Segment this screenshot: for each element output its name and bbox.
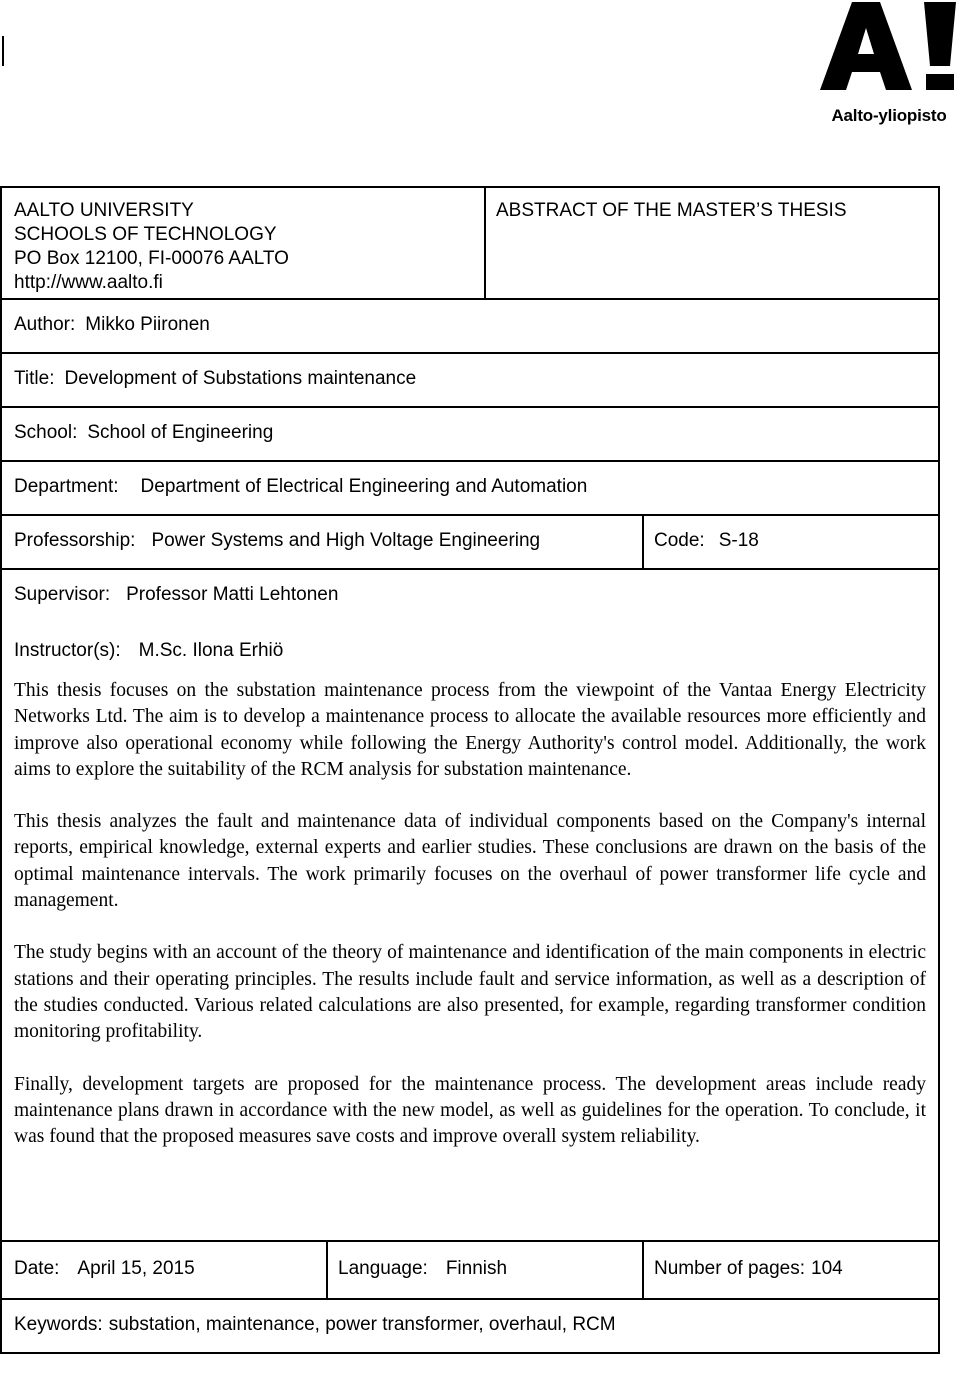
pages-label: Number of pages: <box>654 1258 806 1279</box>
abstract-paragraph-2: This thesis analyzes the fault and maintenance data of individual components based on the Company's internal reports, empirical knowledge, external experts and earlier studies. These conclusions are drawn on the basis of the optimal maintenance intervals. The work primarily focuses on the overhaul of power transformer life cycle and management. <box>14 811 926 912</box>
schools-line: SCHOOLS OF TECHNOLOGY <box>14 224 277 245</box>
code-label: Code: <box>654 530 705 551</box>
text-cursor <box>2 36 4 66</box>
instructor-label: Instructor(s): <box>14 640 121 661</box>
title-value: Development of Substations maintenance <box>64 368 417 389</box>
author-value: Mikko Piironen <box>85 314 210 335</box>
code-value: S-18 <box>718 530 759 551</box>
postal-address: PO Box 12100, FI-00076 AALTO <box>14 248 289 269</box>
form-title: ABSTRACT OF THE MASTER’S THESIS <box>496 200 847 221</box>
department-value: Department of Electrical Engineering and Automation <box>140 476 588 497</box>
department-label: Department: <box>14 476 119 497</box>
author-row <box>0 300 940 354</box>
thesis-abstract-form <box>0 186 940 1354</box>
title-label: Title: <box>14 368 55 389</box>
header-row <box>0 186 940 300</box>
professorship-divider <box>642 516 644 568</box>
title-row <box>0 354 940 408</box>
footer-divider-2 <box>642 1242 644 1298</box>
supervisor-label: Supervisor: <box>14 584 111 605</box>
aalto-a-exclamation-logo-icon <box>820 2 960 92</box>
instructor-row <box>0 624 940 678</box>
abstract-paragraph-1: This thesis focuses on the substation maintenance process from the viewpoint of the Vantaa Energy Electricity Networks Ltd. The aim is to develop a maintenance process to allocate the available resources more efficiently and improve also operational economy while following the Energy Authority's control model. Additionally, the work aims to explore the suitability of the RCM analysis for substation maintenance. <box>14 680 926 780</box>
footer-divider-1 <box>326 1242 328 1298</box>
aalto-logo <box>818 2 960 126</box>
department-row <box>0 462 940 516</box>
language-label: Language: <box>338 1258 428 1279</box>
abstract-text <box>14 678 926 1176</box>
abstract-row <box>0 678 940 1242</box>
supervisor-row <box>0 570 940 624</box>
university-name: AALTO UNIVERSITY <box>14 200 194 221</box>
logo-wordmark: Aalto-yliopisto <box>831 106 947 125</box>
abstract-paragraph-4: Finally, development targets are proposed for the maintenance process. The development areas include ready maintenance plans drawn in accordance with the new model, as well as guidelines for the operation. To conclude, it was found that the proposed measures save costs and improve overall system reliability. <box>14 1073 926 1148</box>
instructor-value: M.Sc. Ilona Erhiö <box>138 640 284 661</box>
school-row <box>0 408 940 462</box>
school-label: School: <box>14 422 78 443</box>
keywords-label: Keywords: <box>14 1314 103 1335</box>
keywords-value: substation, maintenance, power transformer, overhaul, RCM <box>108 1314 616 1335</box>
language-value: Finnish <box>445 1258 508 1279</box>
date-label: Date: <box>14 1258 60 1279</box>
pages-value: 104 <box>811 1258 843 1279</box>
keywords-row <box>0 1300 940 1354</box>
author-label: Author: <box>14 314 76 335</box>
university-address <box>14 199 289 295</box>
footer-row <box>0 1242 940 1300</box>
professorship-value: Power Systems and High Voltage Engineering <box>151 530 541 551</box>
date-value: April 15, 2015 <box>77 1258 195 1279</box>
school-value: School of Engineering <box>87 422 274 443</box>
supervisor-value: Professor Matti Lehtonen <box>126 584 339 605</box>
professorship-label: Professorship: <box>14 530 136 551</box>
university-url: http://www.aalto.fi <box>14 272 163 293</box>
header-divider <box>484 188 486 298</box>
professorship-row <box>0 516 940 570</box>
abstract-paragraph-3: The study begins with an account of the theory of maintenance and identification of the main components in electric stations and their operating principles. The results include fault and service information, as well as a description of the studies conducted. Various related calculations are also presented, for example, regarding transformer condition monitoring profitability. <box>14 942 926 1043</box>
